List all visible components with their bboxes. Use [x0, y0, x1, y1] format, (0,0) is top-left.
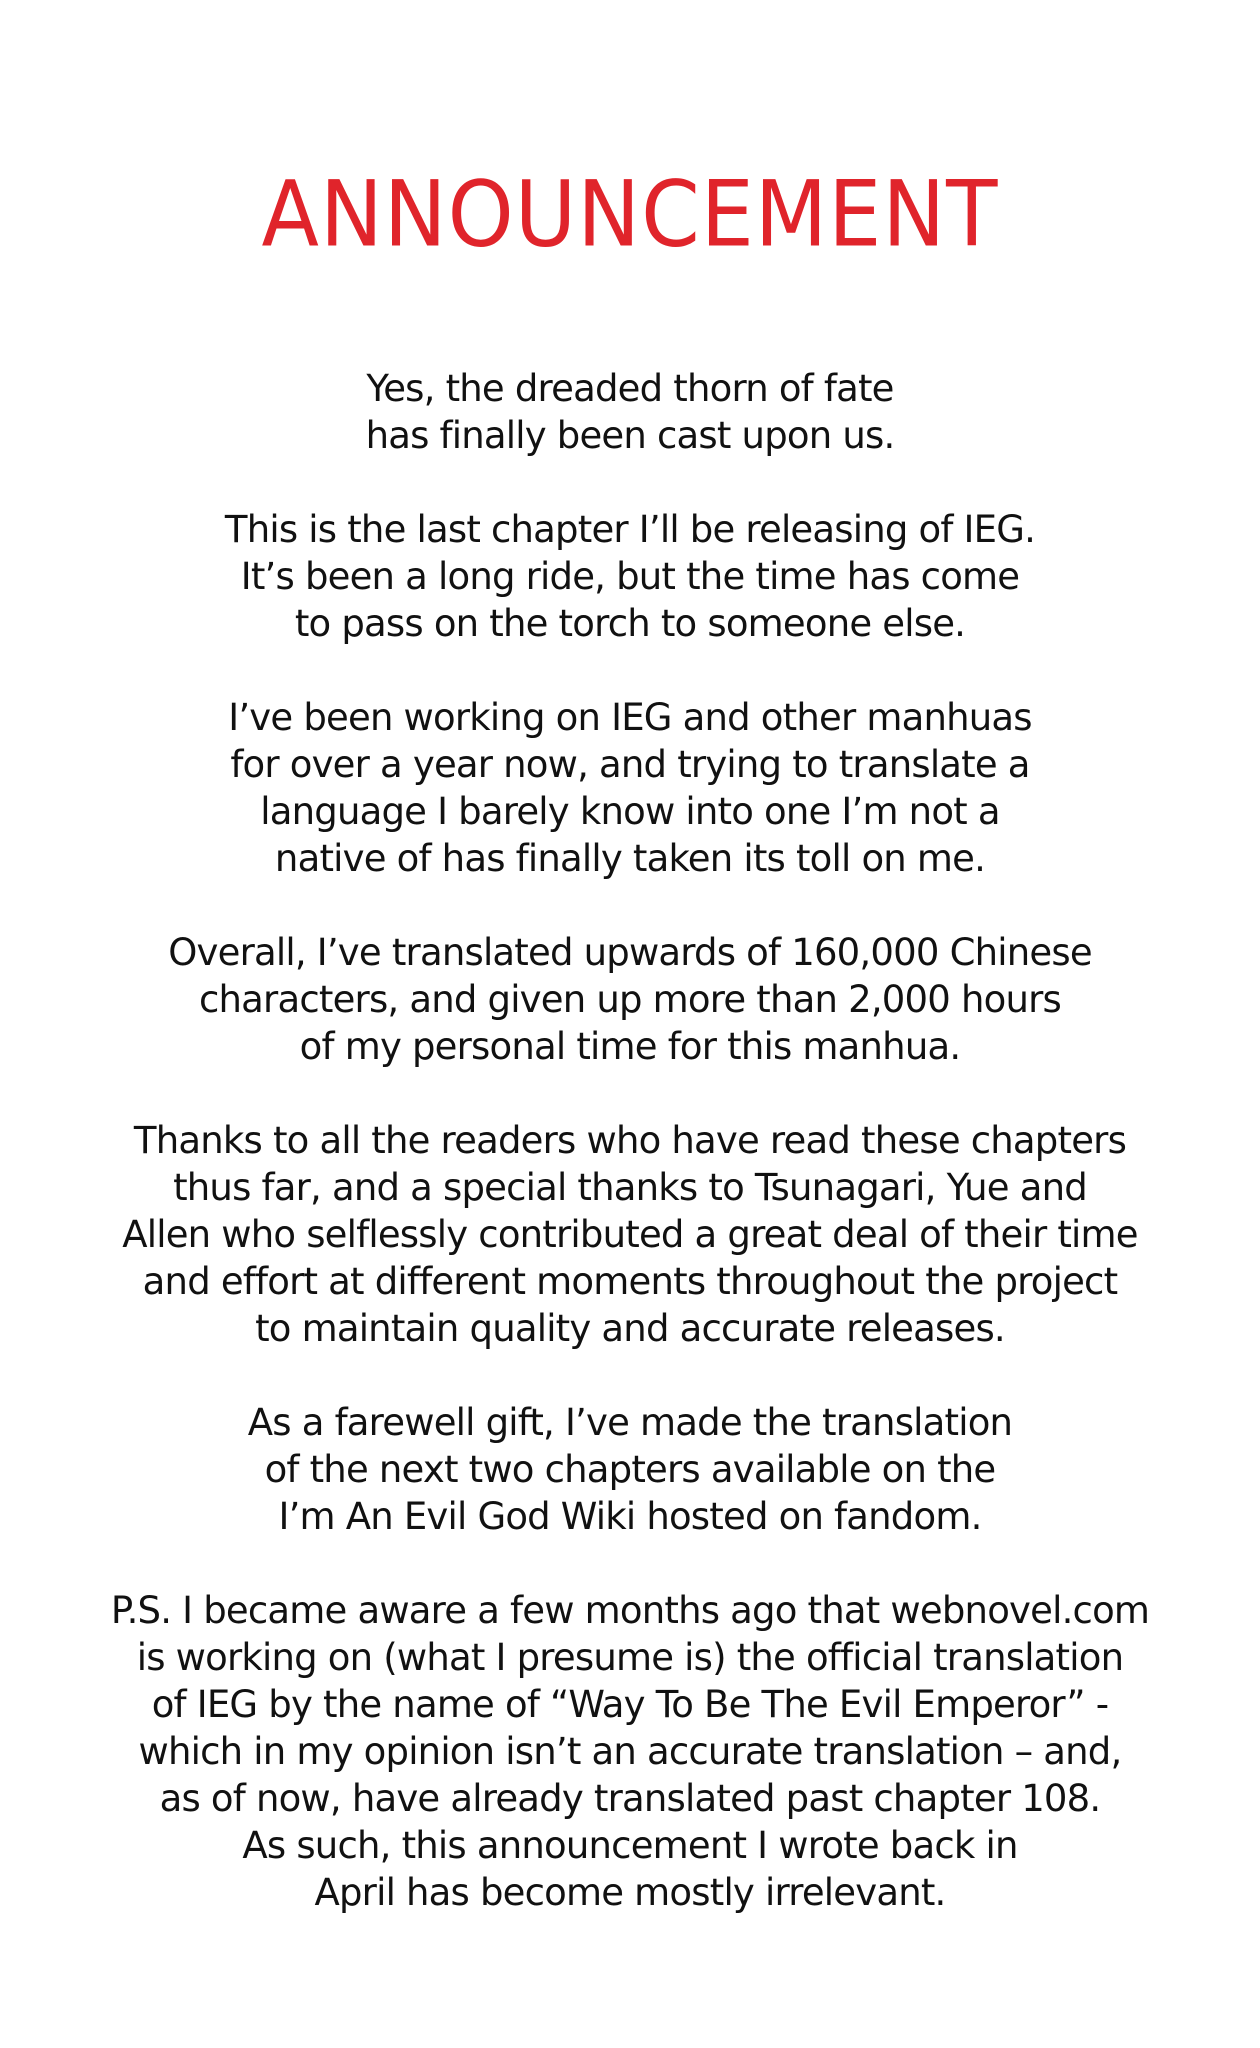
text-line: P.S. I became aware a few months ago that webnovel.com: [110, 1589, 1150, 1632]
text-line: I’m An Evil God Wiki hosted on fandom.: [278, 1495, 982, 1538]
announcement-body: [90, 365, 1170, 1916]
text-line: This is the last chapter I’ll be releasing of IEG.: [224, 508, 1036, 551]
text-line: of the next two chapters available on the: [264, 1448, 996, 1491]
paragraph-5: [90, 1117, 1170, 1352]
text-line: Thanks to all the readers who have read these chapters: [133, 1119, 1127, 1162]
text-line: which in my opinion isn’t an accurate translation – and,: [138, 1730, 1122, 1773]
paragraph-6: [90, 1399, 1170, 1540]
text-line: as of now, have already translated past chapter 108.: [159, 1777, 1101, 1820]
text-line: Allen who selflessly contributed a great deal of their time: [122, 1213, 1138, 1256]
text-line: April has become mostly irrelevant.: [314, 1871, 946, 1914]
paragraph-2: [90, 506, 1170, 647]
text-line: of IEG by the name of “Way To Be The Evil Emperor” -: [151, 1683, 1109, 1726]
text-line: It’s been a long ride, but the time has come: [240, 555, 1020, 598]
text-line: of my personal time for this manhua.: [299, 1025, 961, 1068]
text-line: for over a year now, and trying to translate a: [230, 743, 1030, 786]
text-line: is working on (what I presume is) the official translation: [136, 1636, 1124, 1679]
page-title: ANNOUNCEMENT: [261, 161, 999, 267]
text-line: has finally been cast upon us.: [365, 414, 895, 457]
text-line: Yes, the dreaded thorn of fate: [366, 367, 894, 410]
text-line: Overall, I’ve translated upwards of 160,000 Chinese: [168, 931, 1092, 974]
paragraph-7: [90, 1587, 1170, 1916]
paragraph-1: [90, 365, 1170, 459]
text-line: thus far, and a special thanks to Tsunagari, Yue and: [173, 1166, 1087, 1209]
text-line: to maintain quality and accurate releases.: [255, 1307, 1005, 1350]
text-line: to pass on the torch to someone else.: [294, 602, 966, 645]
text-line: I’ve been working on IEG and other manhuas: [228, 696, 1032, 739]
text-line: As a farewell gift, I’ve made the translation: [247, 1401, 1013, 1444]
text-line: As such, this announcement I wrote back in: [242, 1824, 1018, 1867]
paragraph-3: [90, 694, 1170, 882]
text-line: language I barely know into one I’m not a: [260, 790, 1000, 833]
paragraph-4: [90, 929, 1170, 1070]
text-line: characters, and given up more than 2,000 hours: [198, 978, 1062, 1021]
text-line: native of has finally taken its toll on me.: [274, 837, 986, 880]
text-line: and effort at different moments throughout the project: [142, 1260, 1118, 1303]
